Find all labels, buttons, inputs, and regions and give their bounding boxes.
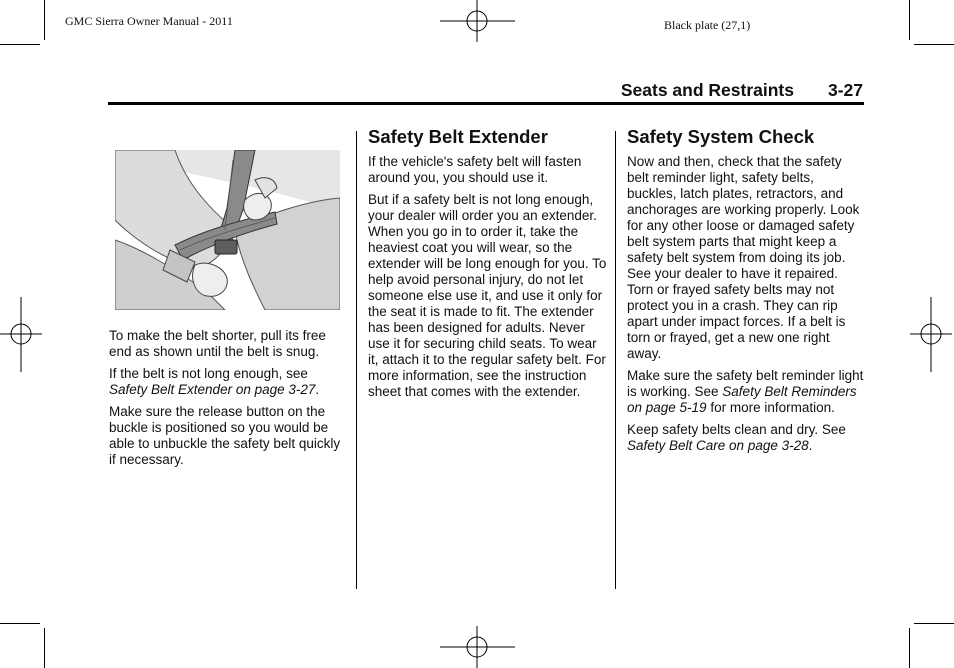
section-title: Seats and Restraints	[620, 80, 794, 100]
paragraph	[627, 368, 867, 416]
paragraph	[109, 366, 347, 398]
column-left	[109, 328, 347, 474]
print-meta-plate: Black plate (27,1)	[664, 18, 751, 32]
page-number: 3-27	[827, 80, 863, 100]
paragraph-text: If the belt is not long enough, see	[109, 366, 308, 381]
paragraph-text: for more information.	[706, 400, 835, 415]
paragraph: If the vehicle's safety belt will fasten around you, you should use it.	[368, 154, 582, 185]
header-rule	[108, 102, 864, 105]
registration-mark-left-icon	[0, 297, 42, 372]
seat-belt-illustration-icon	[115, 150, 340, 310]
column-right	[627, 127, 867, 460]
paragraph	[627, 422, 867, 454]
column-middle	[368, 127, 608, 406]
paragraph: To make the belt shorter, pull its free end as shown until the belt is snug.	[109, 328, 326, 359]
print-meta-title: GMC Sierra Owner Manual - 2011	[65, 14, 233, 28]
paragraph-text: .	[808, 438, 813, 453]
registration-mark-bottom-icon	[440, 626, 515, 668]
paragraph-text: Keep safety belts clean and dry. See	[627, 422, 846, 437]
paragraph-text: Make sure the safety belt reminder light is working. See	[627, 368, 864, 399]
paragraph: Now and then, check that the safety belt reminder light, safety belts, buckles, latch plates, retractors, and anchorages are working properly. Look for any other loose or damaged safety belt system parts that might keep a safety belt system from doing its job. See your dealer to have it repaired. Torn or frayed safety belts may not protect you in a crash. They can rip apart under impact forces. If a belt is torn or frayed, get a new one right away.	[627, 154, 860, 361]
paragraph-text: .	[315, 382, 320, 397]
cross-reference-link[interactable]: Safety Belt Care on page 3-28	[627, 438, 809, 453]
column-divider	[615, 131, 616, 589]
paragraph: Make sure the release button on the buckle is positioned so you would be able to unbuckle the safety belt quickly if necessary.	[109, 404, 341, 467]
cross-reference-link[interactable]: Safety Belt Reminders on page 5-19	[627, 384, 857, 415]
paragraph: But if a safety belt is not long enough, your dealer will order you an extender. When you go in to order it, take the heaviest coat you will wear, so the extender will be long enough for you. To help avoid personal injury, do not let someone else use it, and use it only for the seat it is made to fit. The extender has been designed for adults. Never use it for securing child seats. To wear it, attach it to the regular safety belt. For more information, see the instruction sheet that comes with the extender.	[368, 192, 607, 399]
column-divider	[356, 131, 357, 589]
registration-mark-top-icon	[440, 0, 515, 42]
cross-reference-link[interactable]: Safety Belt Extender on page 3-27	[109, 382, 316, 397]
registration-mark-right-icon	[910, 297, 952, 372]
section-heading: Safety System Check	[627, 126, 815, 147]
section-heading: Safety Belt Extender	[368, 126, 548, 147]
